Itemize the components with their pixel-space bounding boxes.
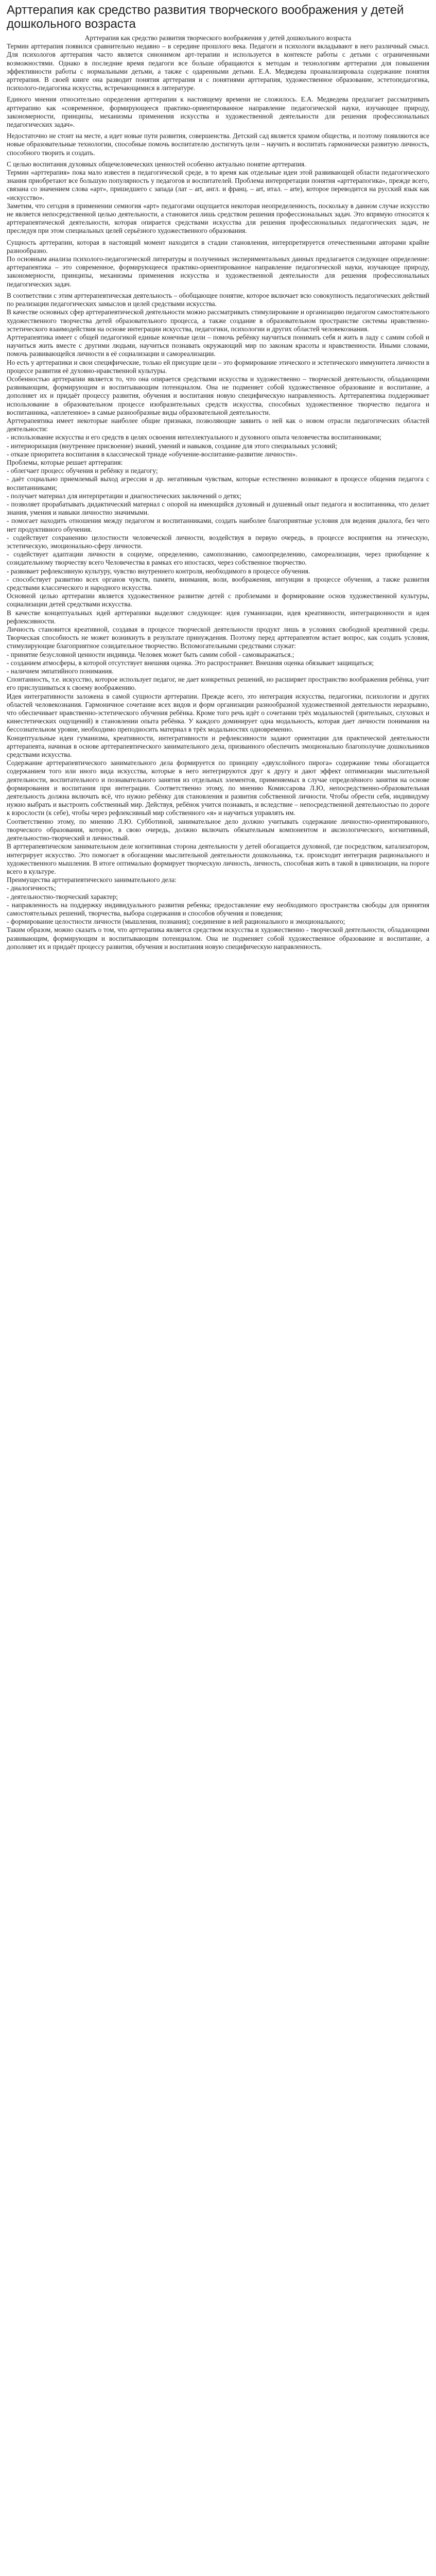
- article-paragraph: Соответственно этому, по мнению Л.Ю. Субботиной, занимательное дело должно учитывать содержание личностно-ориентированного, творческого образования, которое, в свою очередь, должно включать обязательным компонентом и аксиологического, когнитивный, деятельностно-творческий и личностный.: [7, 817, 429, 842]
- article-paragraph: - принятие безусловной ценности индивида. Человек может быть самим собой - самовыражаться.;: [7, 650, 294, 658]
- article-body: [7, 42, 429, 951]
- article-paragraph: Недостаточно не стоит на месте, а идет новые пути развития, совершенства. Детский сад является храмом общества, и поэтому появляются все новые образовательные технологии, способные помочь воспитателю достигнуть цели – научить и воспитать гармонически развитую личность, способного творить и создать.: [7, 132, 429, 157]
- article-paragraph: Таким образом, можно сказать о том, что арттерапика является средством искусства и художественно - творческой деятельности, обладающими развивающим, формирующим и воспитывающим потенциалом. Она не подменяет собой художественное образование и воспитание, а дополняет их и придаёт процессу развития, обучения и воспитания новую специфическую направленность.: [7, 926, 429, 951]
- article-paragraph: - формирование целостности личности (мышления, познания); соединение в ней рационального и эмоционального;: [7, 918, 345, 926]
- article-paragraph: Арттерапевтика имеет некоторые наиболее общие признаки, позволяющие заявить о ней как о новом отрасли педагогических областей деятельности:: [7, 416, 429, 433]
- article-paragraph: Содержание арттерапевтического занимательного дела формируется по принципу «двухслойного пирога» содержание темы обогащается содержанием того или иного вида искусства, которые в него интегрируются друг к другу и дают эффект оптимизации мыслительной деятельности, воспитательного и познавательного занятия из отдельных элементов, применяемых в случае определённого занятия на основе формирования и воспитания при интеграции. Соответственно этому, по мнению Комиссарова Л.Ю, непосредственно-образовательная деятельность должна включать всё, что нужно ребёнку для становления и развития собственной личности. Чтобы обрести себя, индивидуму нужно выбрать и выстроить собственный мир. Действуя, ребёнок учится познавать, и вследствие – непосредственной деятельностью по дороге к взрослости (к себе), чтобы через рефлексивный мир собственного «я» и научиться управлять им.: [7, 759, 429, 817]
- article-paragraph: В качестве концептуальных идей арттерапики выделяют следующее: идея гуманизации, идея креативности, интеграционности и идея рефлексивности.: [7, 608, 429, 625]
- article-paragraph: - способствует развитию всех органов чувств, памяти, внимания, воли, воображения, интуиции в процессе обучения, а также развития средствами классического и народного искусства.: [7, 575, 429, 591]
- article-paragraph: По основным анализа психолого-педагогической литературы и полученных экспериментальных данных предлагается следующее определение: арттерапевтика – это современное, формирующееся практико-ориентированное направление педагогической науки, изучающее природу, закономерности, принципы, механизмы применения искусства и художественной деятельности для решения профессиональных педагогических задач.: [7, 255, 429, 288]
- article-paragraph: Единого мнения относительно определения арттерапии к настоящему времени не сложилось. Е.А. Медведева предлагает рассматривать арттерапию как «современное, формирующееся практико-ориентированное направление педагогической науки, изучающее природу, закономерности, принципы, механизмы применения искусства и художественной деятельности для решения профессиональных педагогических задач».: [7, 95, 429, 129]
- article-paragraph: - диалогичность;: [7, 884, 56, 892]
- article-paragraph: Заметим, что сегодня в применении семиогия «арт» педагогами ощущается некоторая неопределенность, поскольку в данном случае искусство не является непосредственной целью деятельности, а становится лишь средством решения профессиональных задач. Это впрямую относится к арттерапевтической деятельности, которая опирается средствами искусства для решения профессиональных педагогических задач, не преследуя при этом специальных целей серьёзного художественного образования.: [7, 201, 429, 235]
- article-paragraph: - деятельностно-творческий характер;: [7, 892, 118, 901]
- article-paragraph: Основной целью арттерапии является художественное развитие детей с проблемами и формирование основ художественной культуры, социализации детей средствами искусства.: [7, 592, 429, 608]
- article-page: [0, 0, 436, 961]
- article-paragraph: Особенностью арттерапии является то, что она опирается средствами искусства и художественно – творческой деятельности, обладающими развивающим, формирующим и воспитывающим потенциалом. Она не подменяет собой художественное образование и воспитание, а дополняет их и придаёт процессу развития, обучения и воспитания новую специфическую направленность. Арттерапевтика поддерживает использование в образовательном процессе изобразительных средств искусства, способных художественное творчество педагога и воспитанника, «аплетенное» в самые разнообразные виды образовательной деятельности.: [7, 375, 429, 416]
- article-paragraph: Термин «арттерапия» пока мало известен в педагогической среде, в то время как отдельные идеи этой развивающей области педагогического знания приобретают все большую популярность у педагогов и воспитателей. Проблема интерпретации понятия «арттерапогика», прежде всего, связана со значением слова «арт», пришедшего с запада (лат – art, англ. и франц. – art, итал. – arte), которое переводится на русский язык как «искусство».: [7, 168, 429, 201]
- article-paragraph: Концептуальные идеи гуманизма, креативности, интегративности и рефлексивности задают ориентации для практической деятельности арттерапевта, начиная в основе арттерапевтического занимательного дела, призванного обеспечить эмоционально благополучие дошкольников средствами искусства.: [7, 734, 429, 759]
- article-paragraph: С целью воспитания духовных общечеловеческих ценностей особенно актуально понятие арттерапия.: [7, 160, 306, 168]
- article-paragraph: Термин арттерапия появился сравнительно недавно – в середине прошлого века. Педагоги и психологи вкладывают в него различный смысл. Для психологов арттерапия часто является синонимом арт-терапии и используется в контексте работы с детьми с ограниченными возможностями. Однако в последние время педагоги все больше обращаются к методам и технологиям арттерапии для повышения эффективности работы с нормальными детьми, а также с одаренными детьми. Е.А. Медведева проанализировала содержание понятия арттерапия. В своей книге она разводит понятия арттерапия и с понятиями арттерапия, художественное образование, эстетопедагогика, психолого-педагогика искусства, встречающимися в литературе.: [7, 42, 429, 92]
- article-paragraph: Но есть у арттерапики и свои специфические, только ей присущие цели – это формирование этического и эстетического иммунитета личности в процессе развития её духовно-нравственной культуры.: [7, 358, 429, 375]
- article-paragraph: - облегчает процесс обучения и ребёнку и педагогу;: [7, 467, 158, 475]
- article-paragraph: Спонтанность, т.е. искусство, которое использует педагог, не дает конкретных решений, но расширяет пространство воображения ребёнка, учит его прислушиваться к своему воображению.: [7, 675, 429, 692]
- article-paragraph: Личность становится креативной, создавая в процессе творческой деятельности продукт лишь в условиях свободной креативной среды. Творческая способность не может возникнуть в результате принуждения. Поэтому перед арттерапевтом встает вопрос, как создать условия, стимулирующие благоприятное созидательное творчество. Вспомогательными средствами служат:: [7, 625, 429, 650]
- article-paragraph: - содействует сохранению целостности человеческой личности, воздействуя в первую очередь, в процессе восприятия на этическую, эстетическую, эмоционально-сферу личности.: [7, 533, 429, 550]
- article-paragraph: Проблемы, которые решает арттерапия:: [7, 458, 123, 466]
- article-paragraph: - созданием атмосферы, в которой отсутствует внешняя оценка. Это распространяет. Внешняя оценка обязывает защищаться;: [7, 658, 374, 667]
- article-paragraph: В соответствии с этим арттерапевтическая деятельность – обобщающее понятие, которое включает всю совокупность педагогических действий по реализации педагогических замыслов и целей средствами искусства.: [7, 291, 429, 308]
- article-paragraph: - позволяет прорабатывать дидактический материал с опорой на имеющийся духовный и душевный опыт педагога и воспитанника, что делает знания, умения и навыки личностно значимыми.: [7, 500, 429, 517]
- article-paragraph: - направленность на поддержку индивидуального развития ребенка; предоставление ему необходимого пространства свободы для принятия самостоятельных решений, творчества, выбора содержания и способов обучения и поведения;: [7, 901, 429, 917]
- article-title: Арттерапия как средство развития творческого воображения у детей дошкольного возраста: [7, 3, 404, 31]
- article-paragraph: - даёт социально приемлемый выход агрессии и др. негативным чувствам, которые естественно возникают в процессе общения педагога с воспитанниками;: [7, 475, 429, 492]
- article-paragraph: В качестве основных сфер арттерапевтической деятельности можно рассматривать стимулирование и организацию педагогом самостоятельного художественного творчества детей образовательного процесса, а также создание в образовательном пространстве системы нравственно-эстетического взаимодействия на основе интеграции искусства, педагогики, психологии и других областей человекознания.: [7, 308, 429, 333]
- article-paragraph: - интериоризация (внутреннее присвоение) знаний, умений и навыков, создание для этого специальных условий;: [7, 442, 337, 450]
- article-paragraph: Преимущества арттерапевтического занимательного дела:: [7, 876, 177, 884]
- article-paragraph: - развивает рефлексивную культуру, чувство внутреннего контроля, необходимого в процессе обучения.: [7, 567, 310, 575]
- article-paragraph: В арттерапевтическом занимательном деле когнитивная сторона деятельности у детей обогащается духовной, где посредством, катализатором, интегрирует искусство. Это помогает в обогащении мыслительной деятельности дошкольника, т.к. происходит интеграция рационального и художественного мышления. В итоге оптимально формирует творческую личность, личность, способная жить в такой в цивилизации, на пороге всего в культуре.: [7, 842, 429, 875]
- article-paragraph: - помогает находить отношения между педагогом и воспитанниками, создать наиболее благоприятные условия для ведения диалога, без чего нет продуктивного обучения.: [7, 517, 429, 533]
- article-paragraph: - получает материал для интерпретации и диагностических заключений о детях;: [7, 492, 241, 500]
- article-paragraph: - отказе приоритета воспитания в классической триаде «обучение-воспитание-развитие личности».: [7, 450, 298, 458]
- article-paragraph: - наличием эмпатийного понимания.: [7, 667, 114, 675]
- article-paragraph: Сущность арттерапии, которая в настоящий момент находится в стадии становления, интерпретируется отечественными авторами крайне разнообразно.: [7, 238, 429, 255]
- article-paragraph: - содействует адаптации личности в социуме, определению, самопознанию, самоопределению, самореализации, через приобщение к созидательному творчеству всего Человечества в рамках его ипостасях, через собственное творчество.: [7, 550, 429, 567]
- article-subtitle: Арттерапия как средство развития творческого воображения у детей дошкольного возраста: [84, 34, 352, 42]
- article-paragraph: - использование искусства и его средств в целях освоения интеллектуального и духовного опыта человечества воспитанниками;: [7, 433, 382, 442]
- article-paragraph: Идея интегративности заложена в самой сущности арттерапии. Прежде всего, это интеграция искусства, педагогики, психологии и других областей человекознания. Гармоничное сочетание всех видов и форм организации разнообразной художественной деятельности неразрывно, что обеспечивает нравственно-эстетического обучения ребёнка. Кроме того речь идёт о сочетании трёх модальностей (зрительных, слуховых и кинестетических ощущений) в становлении опыта ребёнка. У каждого доминирует одна модальность, которая дает личности понимания на бессознательном уровне, необходимо преподносить материал в трёх модальностях одновременно.: [7, 692, 429, 734]
- article-paragraph: Арттерапевтика имеет с общей педагогикой единые конечные цели – помочь ребёнку научиться понимать себя и жить в ладу с самим собой и научиться жить вместе с другими людьми, научиться познавать окружающий мир по законам красоты и нравственности. Иными словами, помочь развивающейся личности в её социализации и самореализации.: [7, 333, 429, 358]
